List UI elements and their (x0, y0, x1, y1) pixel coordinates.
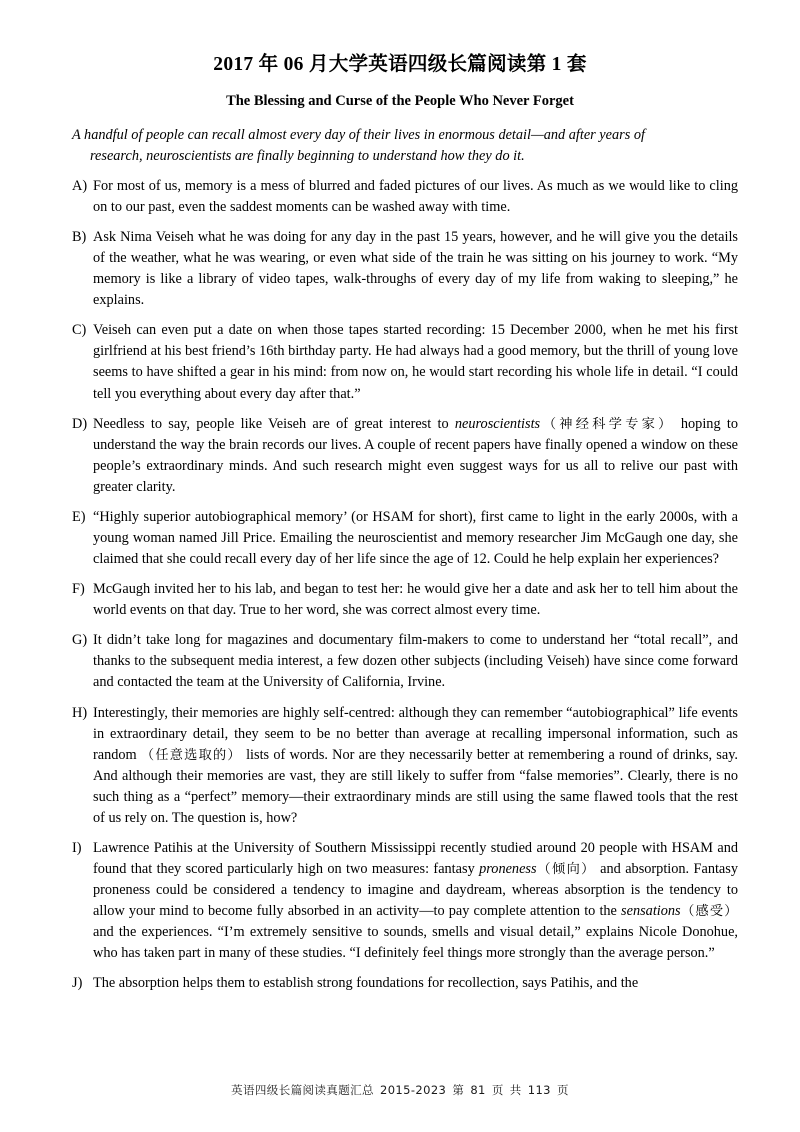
paragraph-h (62, 703, 738, 829)
page-content (62, 0, 738, 995)
paragraph-d (62, 414, 738, 498)
paragraph-a (62, 176, 738, 218)
footer-collection-title: 英语四级长篇阅读真题汇总 (231, 1083, 374, 1097)
paragraph-c (62, 320, 738, 404)
paragraph-i (62, 838, 738, 964)
italic-term: sensations (621, 903, 681, 920)
lead-paragraph (62, 125, 738, 167)
paragraph-label: H) (72, 704, 88, 721)
italic-term: proneness (479, 861, 537, 878)
paragraph-label: G) (72, 632, 88, 649)
paragraph-text (93, 703, 738, 829)
page-title: 2017 年 06 月大学英语四级长篇阅读第 1 套 (213, 54, 587, 75)
paragraph-text: McGaugh invited her to his lab, and began to test her: he would give her a date and ask her to tell him about the world events on that day. True to her word, she was correct almost every time. (93, 581, 738, 619)
text-run: hoping to understand the way the brain records our lives. A couple of recent papers have finally opened a window on these people’s extraordinary minds. And such research might even suggest ways for us all to relive our past with greater clarity. (93, 415, 738, 495)
paragraph-text (93, 414, 738, 498)
chinese-gloss: （感受） (680, 904, 738, 920)
footer-page-unit: 页 (491, 1083, 504, 1097)
chinese-gloss: （倾向） (536, 862, 596, 878)
text-run: and the experiences. “I’m extremely sensitive to sounds, smells and visual detail,” explains Nicole Donohue, who has taken part in many of these studies. “I definitely feel things more strongly than the average person.” (93, 924, 738, 962)
lead-line-1: A handful of people can recall almost every day of their lives in enormous detail—and after years of (72, 126, 645, 143)
italic-term: neuroscientists (454, 415, 541, 432)
footer-year-range: 2015-2023 (379, 1083, 447, 1097)
footer-page-prefix: 第 (452, 1083, 465, 1097)
text-run: Lawrence Patihis at the University of Southern Mississippi recently studied around 20 people with HSAM and found that they scored particularly high on two measures: fantasy (93, 840, 738, 878)
paragraph-f (62, 579, 738, 621)
paragraph-g (62, 630, 738, 693)
lead-line-2: research, neuroscientists are finally beginning to understand how they do it. (90, 147, 525, 164)
paragraph-b (62, 227, 738, 311)
paragraph-label: C) (72, 322, 87, 339)
text-run: Interestingly, their memories are highly self-centred: although they can remember “autobiographical” life events in extraordinary detail, they seem to be no better than average at recalling impersonal information, such as random (93, 704, 738, 763)
paragraph-label: I) (72, 840, 82, 856)
paragraph-text: The absorption helps them to establish strong foundations for recollection, says Patihis, and the (93, 975, 639, 992)
paragraph-text: For most of us, memory is a mess of blurred and faded pictures of our lives. As much as we would like to cling on to our past, even the saddest moments can be washed away with time. (93, 177, 738, 215)
footer-total-prefix: 共 (509, 1083, 522, 1097)
paragraph-text: Veiseh can even put a date on when those tapes started recording: 15 December 2000, when he met his first girlfriend at his best friend’s 16th birthday party. He had always had a good memory, but the thrill of young love seems to have shifted a gear in his mind: from now on, he would start recording his whole life in detail. “I could tell you everything about every day after that.” (93, 322, 738, 402)
paragraph-j (62, 973, 738, 994)
paragraph-label: D) (72, 415, 88, 432)
paragraph-text: It didn’t take long for magazines and documentary film-makers to come to understand her “total recall”, and thanks to the subsequent media interest, a few dozen other subjects (including Veiseh) have since come forward and contacted the team at the University of California, Irvine. (93, 632, 738, 691)
paragraph-e (62, 507, 738, 570)
paragraph-label: B) (72, 228, 87, 245)
page-footer (0, 1082, 800, 1098)
paragraph-label: F) (72, 581, 85, 598)
text-run: lists of words. Nor are they necessarily better at remembering a round of drinks, say. And although their memories are vast, they are still likely to suffer from “false memories”. Clearly, there is no such thing as a “perfect” memory—their extraordinary minds are still using the same flawed tools that the rest of us rely on. The question is, how? (93, 746, 738, 826)
footer-total-unit: 页 (556, 1083, 569, 1097)
chinese-gloss: （任意选取的） (140, 747, 242, 763)
footer-page-number: 81 (470, 1083, 486, 1097)
paragraph-text (93, 838, 738, 964)
paragraph-label: A) (72, 177, 88, 194)
text-run: Needless to say, people like Veiseh are of great interest to (93, 415, 455, 432)
chinese-gloss: （神经科学专家） (540, 416, 675, 432)
paragraph-text: Ask Nima Veiseh what he was doing for any day in the past 15 years, however, and he will give you the details of the weather, what he was wearing, or even what side of the train he was sitting on his journey to work. “My memory is like a library of video tapes, walk-throughs of every day of my life from waking to sleeping,” he explains. (93, 228, 738, 309)
paragraph-label: J) (72, 975, 83, 992)
paragraph-label: E) (72, 508, 86, 525)
footer-total-number: 113 (527, 1083, 551, 1097)
article-subtitle: The Blessing and Curse of the People Who Never Forget (226, 93, 574, 110)
text-run: and absorption. Fantasy proneness could be considered a tendency to imagine and daydream, whereas absorption is the tendency to allow your mind to become fully absorbed in an activity—to pay complete attention to the (93, 861, 738, 920)
paragraph-text: “Highly superior autobiographical memory’ (or HSAM for short), first came to light in the early 2000s, with a young woman named Jill Price. Emailing the neuroscientist and memory researcher Jim McGaugh one day, she claimed that she could recall every day of her life since the age of 12. Could he help explain her experiences? (93, 508, 738, 568)
